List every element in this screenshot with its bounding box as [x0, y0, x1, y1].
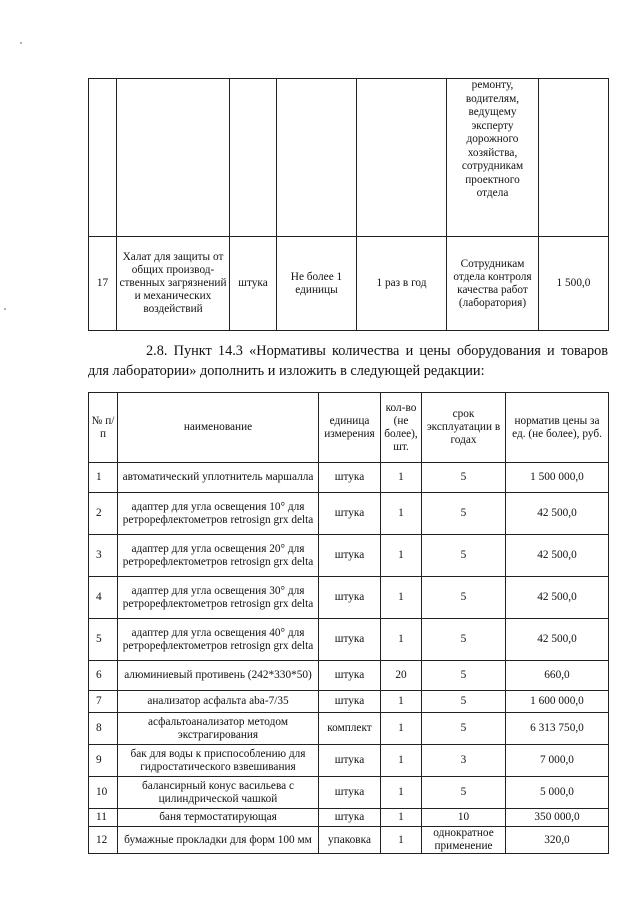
continuation-line: ведущему: [468, 106, 517, 118]
table-row: [89, 777, 609, 809]
cell-price: 1 500 000,0: [506, 463, 609, 493]
continuation-line: сотрудникам: [461, 160, 524, 172]
cell-num: 9: [89, 745, 118, 777]
table-row: [89, 713, 609, 745]
cell-period: 5: [422, 713, 506, 745]
item-unit: штука: [230, 237, 277, 331]
cell-period: 5: [422, 535, 506, 577]
scan-speck: [4, 308, 6, 310]
cell-unit: упаковка: [319, 827, 381, 854]
cell-period: однократное применение: [422, 827, 506, 854]
cell-period: 5: [422, 691, 506, 713]
item-quantity: Не более 1 единицы: [277, 237, 357, 331]
cell-qty: 1: [381, 827, 422, 854]
continuation-line: дорожного: [466, 133, 519, 145]
cell-name: баня термостатирующая: [118, 809, 319, 827]
cell-qty: 1: [381, 493, 422, 535]
cell-price: 5 000,0: [506, 777, 609, 809]
table-row: [89, 745, 609, 777]
continuation-line: водителям,: [465, 92, 520, 105]
cell-qty: 1: [381, 777, 422, 809]
cell-unit: штука: [319, 745, 381, 777]
cell-num: 6: [89, 661, 118, 691]
item-recipients: Сотрудникам отдела контроля качества работ (лаборатория): [447, 237, 539, 331]
table-row: [89, 661, 609, 691]
cell-unit: штука: [319, 661, 381, 691]
cell-name: адаптер для угла освещения 30° для ретрорефлектометров retrosign grx delta: [118, 577, 319, 619]
table-cell: [117, 79, 230, 237]
cell-price: 6 313 750,0: [506, 713, 609, 745]
header-unit: единица измерения: [319, 393, 381, 463]
table-row: [89, 827, 609, 854]
cell-price: 42 500,0: [506, 619, 609, 661]
cell-name: бак для воды к приспособлению для гидростатического взвешивания: [118, 745, 319, 777]
lab-equipment-norms-table: [88, 392, 609, 854]
cell-num: 8: [89, 713, 118, 745]
cell-name: бумажные прокладки для форм 100 мм: [118, 827, 319, 854]
table-cell: [230, 79, 277, 237]
recipients-continuation-cell: [447, 79, 539, 237]
cell-name: автоматический уплотнитель маршалла: [118, 463, 319, 493]
cell-qty: 1: [381, 619, 422, 661]
item-price: 1 500,0: [539, 237, 609, 331]
cell-price: 1 600 000,0: [506, 691, 609, 713]
cell-price: 7 000,0: [506, 745, 609, 777]
table-cell: [539, 79, 609, 237]
continuation-line: эксперту: [471, 119, 514, 132]
cell-unit: штука: [319, 809, 381, 827]
table-cell: [89, 79, 117, 237]
item-period: 1 раз в год: [357, 237, 447, 331]
cell-name: анализатор асфальта aba-7/35: [118, 691, 319, 713]
table-cell: [357, 79, 447, 237]
cell-unit: штука: [319, 463, 381, 493]
header-period: срок эксплуатации в годах: [422, 393, 506, 463]
table-header-row: [89, 393, 609, 463]
table-row: [89, 691, 609, 713]
cell-price: 320,0: [506, 827, 609, 854]
cell-qty: 1: [381, 809, 422, 827]
table-row: [89, 535, 609, 577]
cell-name: асфальтоанализатор методом экстрагирования: [118, 713, 319, 745]
cell-name: адаптер для угла освещения 40° для ретрорефлектометров retrosign grx delta: [118, 619, 319, 661]
cell-period: 5: [422, 619, 506, 661]
cell-unit: штука: [319, 691, 381, 713]
header-num: № п/п: [89, 393, 118, 463]
cell-period: 5: [422, 777, 506, 809]
cell-period: 10: [422, 809, 506, 827]
cell-name: балансирный конус васильева с цилиндрической чашкой: [118, 777, 319, 809]
cell-name: адаптер для угла освещения 10° для ретрорефлектометров retrosign grx delta: [118, 493, 319, 535]
cell-qty: 1: [381, 577, 422, 619]
cell-qty: 1: [381, 713, 422, 745]
cell-qty: 1: [381, 463, 422, 493]
cell-price: 660,0: [506, 661, 609, 691]
cell-num: 1: [89, 463, 118, 493]
paragraph-line-1: 2.8. Пункт 14.3 «Нормативы количества и цены оборудования и товаров: [146, 343, 608, 359]
cell-num: 11: [89, 809, 118, 827]
table-row: [89, 237, 609, 331]
previous-norms-table: [88, 78, 609, 331]
table-row: [89, 79, 609, 237]
header-qty: кол-во (не более), шт.: [381, 393, 422, 463]
cell-unit: комплект: [319, 713, 381, 745]
cell-unit: штука: [319, 777, 381, 809]
cell-qty: 1: [381, 691, 422, 713]
continuation-line: хозяйства,: [467, 146, 518, 159]
cell-unit: штука: [319, 493, 381, 535]
cell-num: 10: [89, 777, 118, 809]
cell-period: 5: [422, 661, 506, 691]
cell-price: 42 500,0: [506, 493, 609, 535]
cell-unit: штука: [319, 535, 381, 577]
continuation-line: проектного: [465, 173, 520, 186]
cell-num: 4: [89, 577, 118, 619]
cell-num: 7: [89, 691, 118, 713]
table-row: [89, 809, 609, 827]
table-row: [89, 463, 609, 493]
cell-period: 5: [422, 493, 506, 535]
cell-price: 42 500,0: [506, 535, 609, 577]
amendment-paragraph: [88, 341, 608, 381]
continuation-line: ремонту,: [471, 79, 514, 91]
cell-unit: штука: [319, 619, 381, 661]
continuation-line: отдела: [476, 187, 509, 199]
cell-qty: 1: [381, 745, 422, 777]
cell-num: 5: [89, 619, 118, 661]
cell-num: 12: [89, 827, 118, 854]
scan-speck: [20, 42, 22, 44]
cell-qty: 20: [381, 661, 422, 691]
cell-unit: штука: [319, 577, 381, 619]
table-row: [89, 619, 609, 661]
cell-num: 2: [89, 493, 118, 535]
cell-price: 42 500,0: [506, 577, 609, 619]
table-cell: [277, 79, 357, 237]
cell-name: алюминиевый противень (242*330*50): [118, 661, 319, 691]
row-number: 17: [89, 237, 117, 331]
cell-name: адаптер для угла освещения 20° для ретрорефлектометров retrosign grx delta: [118, 535, 319, 577]
cell-period: 5: [422, 463, 506, 493]
cell-period: 3: [422, 745, 506, 777]
paragraph-line-2: для лаборатории» дополнить и изложить в следующей редакции:: [88, 363, 485, 379]
header-price: норматив цены за ед. (не более), руб.: [506, 393, 609, 463]
cell-num: 3: [89, 535, 118, 577]
cell-period: 5: [422, 577, 506, 619]
header-name: наименование: [118, 393, 319, 463]
table-row: [89, 577, 609, 619]
item-name: Халат для защиты от общих производ-ственных загрязнений и механических воздействий: [117, 237, 230, 331]
cell-qty: 1: [381, 535, 422, 577]
table-row: [89, 493, 609, 535]
cell-price: 350 000,0: [506, 809, 609, 827]
